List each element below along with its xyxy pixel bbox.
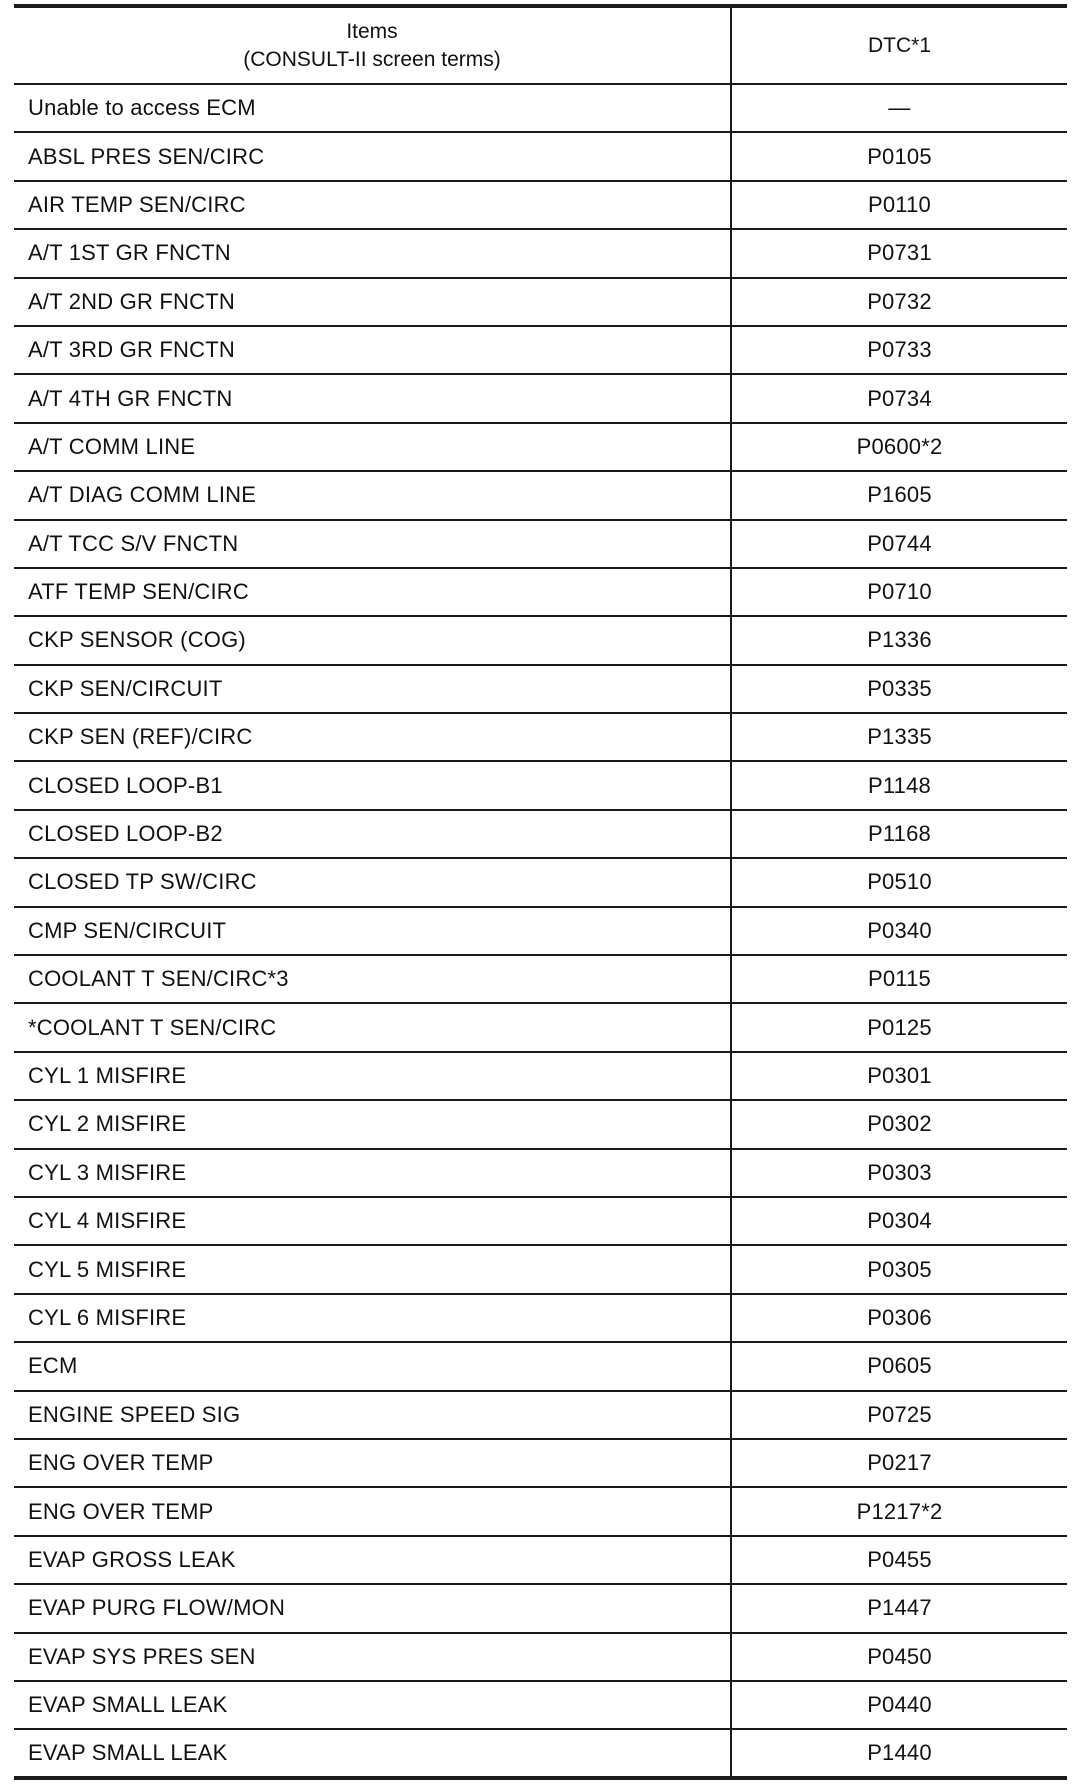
item-cell: EVAP GROSS LEAK — [14, 1536, 731, 1584]
table-row — [14, 471, 1067, 519]
dtc-cell: P1168 — [731, 810, 1067, 858]
dtc-cell: P0302 — [731, 1100, 1067, 1148]
table-row — [14, 713, 1067, 761]
table-row — [14, 1729, 1067, 1777]
table-row — [14, 374, 1067, 422]
table-row — [14, 665, 1067, 713]
dtc-cell: P1217*2 — [731, 1487, 1067, 1535]
table-row — [14, 1681, 1067, 1729]
dtc-cell: P1440 — [731, 1729, 1067, 1777]
dtc-cell: P0725 — [731, 1391, 1067, 1439]
table-row — [14, 1197, 1067, 1245]
table-row — [14, 1584, 1067, 1632]
item-cell: A/T TCC S/V FNCTN — [14, 520, 731, 568]
dtc-column-header: DTC*1 — [731, 6, 1067, 84]
item-cell: EVAP PURG FLOW/MON — [14, 1584, 731, 1632]
item-cell: CYL 6 MISFIRE — [14, 1294, 731, 1342]
item-cell: CYL 1 MISFIRE — [14, 1052, 731, 1100]
items-column-header — [14, 6, 731, 84]
table-row — [14, 229, 1067, 277]
table-row — [14, 858, 1067, 906]
table-row — [14, 907, 1067, 955]
dtc-cell: P0335 — [731, 665, 1067, 713]
table-row — [14, 1342, 1067, 1390]
item-cell: CYL 3 MISFIRE — [14, 1149, 731, 1197]
item-cell: EVAP SMALL LEAK — [14, 1729, 731, 1777]
dtc-cell: P0306 — [731, 1294, 1067, 1342]
table-row — [14, 955, 1067, 1003]
dtc-table — [14, 4, 1067, 1780]
item-cell: CMP SEN/CIRCUIT — [14, 907, 731, 955]
dtc-cell: P0731 — [731, 229, 1067, 277]
dtc-cell: P0744 — [731, 520, 1067, 568]
dtc-cell: P1605 — [731, 471, 1067, 519]
item-cell: COOLANT T SEN/CIRC*3 — [14, 955, 731, 1003]
dtc-cell: P0125 — [731, 1003, 1067, 1051]
dtc-cell: — — [731, 84, 1067, 132]
dtc-cell: P0510 — [731, 858, 1067, 906]
item-cell: ABSL PRES SEN/CIRC — [14, 132, 731, 180]
dtc-cell: P0600*2 — [731, 423, 1067, 471]
dtc-cell: P1447 — [731, 1584, 1067, 1632]
table-row — [14, 1245, 1067, 1293]
table-row — [14, 1391, 1067, 1439]
item-cell: ECM — [14, 1342, 731, 1390]
item-cell: *COOLANT T SEN/CIRC — [14, 1003, 731, 1051]
table-body — [14, 84, 1067, 1778]
item-cell: ATF TEMP SEN/CIRC — [14, 568, 731, 616]
item-cell: ENG OVER TEMP — [14, 1439, 731, 1487]
table-row — [14, 1052, 1067, 1100]
dtc-cell: P0105 — [731, 132, 1067, 180]
table-row — [14, 132, 1067, 180]
table-row — [14, 1536, 1067, 1584]
dtc-cell: P0304 — [731, 1197, 1067, 1245]
table-row — [14, 278, 1067, 326]
item-cell: CKP SEN (REF)/CIRC — [14, 713, 731, 761]
item-cell: AIR TEMP SEN/CIRC — [14, 181, 731, 229]
header-row — [14, 6, 1067, 84]
item-cell: ENG OVER TEMP — [14, 1487, 731, 1535]
item-cell: A/T 1ST GR FNCTN — [14, 229, 731, 277]
item-cell: CKP SEN/CIRCUIT — [14, 665, 731, 713]
item-cell: ENGINE SPEED SIG — [14, 1391, 731, 1439]
table-row — [14, 568, 1067, 616]
item-cell: CLOSED LOOP-B2 — [14, 810, 731, 858]
item-cell: A/T 3RD GR FNCTN — [14, 326, 731, 374]
item-cell: CKP SENSOR (COG) — [14, 616, 731, 664]
table-row — [14, 616, 1067, 664]
dtc-cell: P0455 — [731, 1536, 1067, 1584]
dtc-cell: P0303 — [731, 1149, 1067, 1197]
table-row — [14, 1003, 1067, 1051]
table-row — [14, 1633, 1067, 1681]
dtc-cell: P0340 — [731, 907, 1067, 955]
item-cell: CYL 4 MISFIRE — [14, 1197, 731, 1245]
dtc-cell: P0605 — [731, 1342, 1067, 1390]
dtc-cell: P0733 — [731, 326, 1067, 374]
table-row — [14, 520, 1067, 568]
dtc-table-container — [14, 4, 1067, 1780]
dtc-cell: P0305 — [731, 1245, 1067, 1293]
item-cell: A/T 4TH GR FNCTN — [14, 374, 731, 422]
table-row — [14, 423, 1067, 471]
item-cell: A/T 2ND GR FNCTN — [14, 278, 731, 326]
table-row — [14, 1487, 1067, 1535]
item-cell: CLOSED LOOP-B1 — [14, 761, 731, 809]
dtc-cell: P0440 — [731, 1681, 1067, 1729]
items-header-subtitle: (CONSULT-II screen terms) — [243, 47, 501, 71]
table-row — [14, 761, 1067, 809]
table-row — [14, 181, 1067, 229]
item-cell: A/T COMM LINE — [14, 423, 731, 471]
table-row — [14, 1149, 1067, 1197]
dtc-cell: P0301 — [731, 1052, 1067, 1100]
table-row — [14, 810, 1067, 858]
dtc-cell: P1336 — [731, 616, 1067, 664]
dtc-cell: P0115 — [731, 955, 1067, 1003]
table-row — [14, 1439, 1067, 1487]
table-row — [14, 1100, 1067, 1148]
item-cell: A/T DIAG COMM LINE — [14, 471, 731, 519]
dtc-cell: P0732 — [731, 278, 1067, 326]
item-cell: CYL 5 MISFIRE — [14, 1245, 731, 1293]
item-cell: CYL 2 MISFIRE — [14, 1100, 731, 1148]
table-row — [14, 1294, 1067, 1342]
item-cell: Unable to access ECM — [14, 84, 731, 132]
dtc-cell: P0110 — [731, 181, 1067, 229]
dtc-cell: P0710 — [731, 568, 1067, 616]
dtc-cell: P1148 — [731, 761, 1067, 809]
dtc-cell: P0450 — [731, 1633, 1067, 1681]
item-cell: EVAP SMALL LEAK — [14, 1681, 731, 1729]
dtc-cell: P1335 — [731, 713, 1067, 761]
table-header — [14, 6, 1067, 84]
item-cell: CLOSED TP SW/CIRC — [14, 858, 731, 906]
dtc-cell: P0734 — [731, 374, 1067, 422]
item-cell: EVAP SYS PRES SEN — [14, 1633, 731, 1681]
items-header-title: Items — [346, 19, 398, 43]
table-row — [14, 84, 1067, 132]
dtc-cell: P0217 — [731, 1439, 1067, 1487]
table-row — [14, 326, 1067, 374]
